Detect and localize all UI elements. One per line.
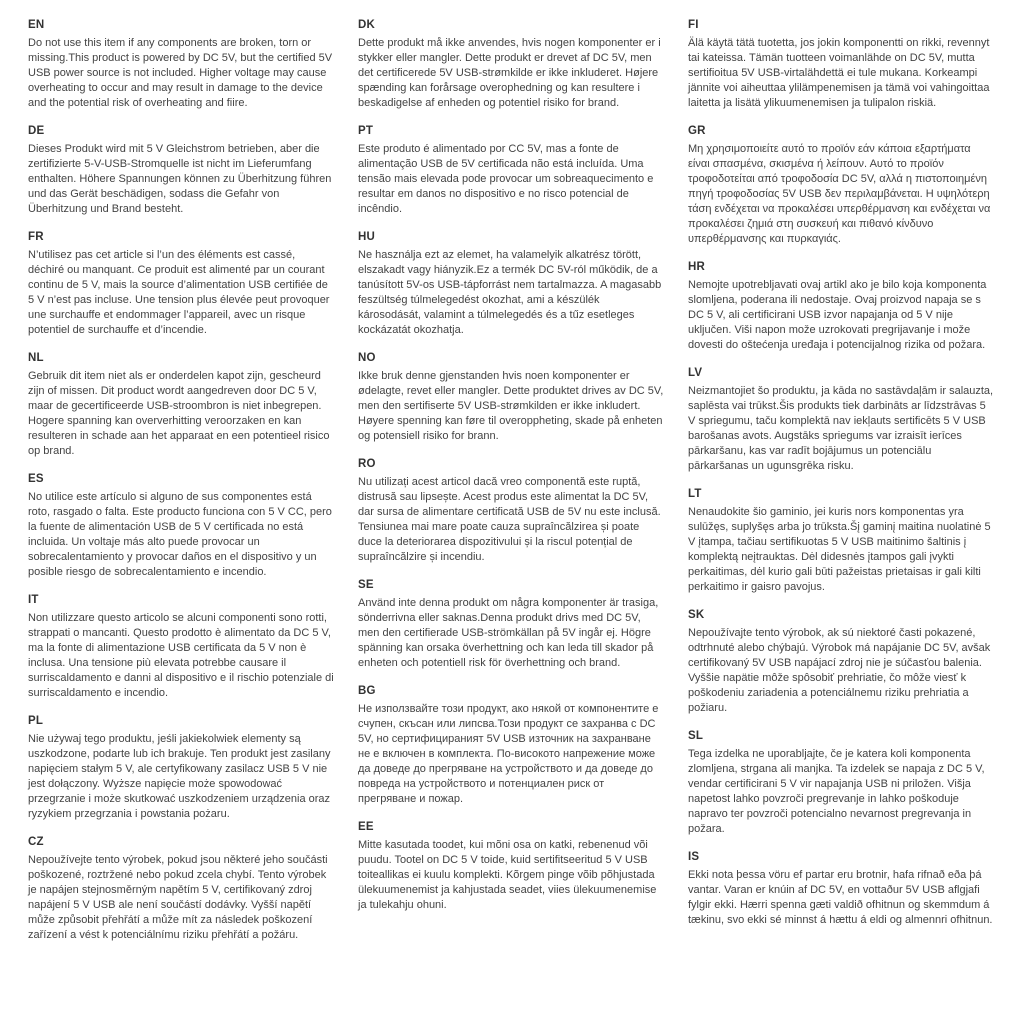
column-2 — [358, 18, 664, 1014]
warning-text-de: Dieses Produkt wird mit 5 V Gleichstrom betrieben, aber die zertifizierte 5-V-USB-Stromquelle ist nicht im Lieferumfang enthalten. Höhere Spannungen können zu Überhitzung führen und das Gerät beschädigen, sodass die Gefahr von Überhitzung und Brand besteht. — [28, 143, 332, 215]
section-it — [28, 593, 334, 701]
section-es — [28, 472, 334, 580]
warning-text-no: Ikke bruk denne gjenstanden hvis noen komponenter er ødelagte, revet eller mangler. Dette produktet drives av DC 5V, men den sertifiserte 5V USB-strømkilden er ikke inkludert. Høyere spenning kan føre til overoppheting, skade på enheten og potensiell risiko for brann. — [358, 370, 664, 442]
section-sl — [688, 729, 994, 837]
warning-text-fi: Älä käytä tätä tuotetta, jos jokin komponentti on rikki, revennyt tai kateissa. Tämän tuotteen voimanlähde on DC 5V, mutta sertifioitua 5V USB-virtalähdettä ei tule mukana. Korkeampi jännite voi aiheuttaa ylilämpenemisen ja tämä voi vahingoittaa laitetta ja lisätä ylikuumenemisen ja tulipalon riskiä. — [688, 37, 990, 109]
language-code-lt: LT — [688, 488, 702, 500]
column-3 — [688, 18, 994, 1014]
warning-text-is: Ekki nota þessa vöru ef partar eru brotnir, hafa rifnað eða þá vantar. Varan er knúin af DC 5V, en vottaður 5V USB aflgjafi fylgir ekki. Hærri spenna gæti valdið ofhitnun og skemmdum á tækinu, svo ekki sé minnst á hættu á eldi og almennri ofhitnun. — [688, 869, 993, 926]
warning-text-dk: Dette produkt må ikke anvendes, hvis nogen komponenter er i stykker eller mangler. Dette produkt er drevet af DC 5V, men det certificerede 5V USB-strømkilde er ikke inkluderet. Højere spænding kan forårsage overophedning og kan resultere i beskadigelse af enheden og potentiel risiko for brand. — [358, 37, 661, 109]
section-lv — [688, 366, 994, 474]
language-code-gr: GR — [688, 125, 706, 137]
warning-text-ro: Nu utilizați acest articol dacă vreo componentă este ruptă, distrusă sau lipsește. Acest produs este alimentat la DC 5V, dar sursa de alimentare certificată USB de 5V nu este inclusă. Tensiunea mai mare poate cauza supraîncălzirea și poate duce la deteriorarea dispozitivului și la riscul potențial de supraîncălzire și incendiu. — [358, 476, 661, 563]
warning-text-bg: Не използвайте този продукт, ако някой от компонентите е счупен, скъсан или липсва.Този продукт се захранва с DC 5V, но сертифицираният 5V USB източник на захранване не е включен в комплекта. По-високото напрежение може да доведе до прегряване на устройството и да доведе до повреда на устройството и потенциален риск от прегряване и пожар. — [358, 703, 659, 805]
section-sk — [688, 608, 994, 716]
section-nl — [28, 351, 334, 459]
section-pt — [358, 124, 664, 217]
section-hu — [358, 230, 664, 338]
section-de — [28, 124, 334, 217]
language-code-de: DE — [28, 125, 45, 137]
warning-text-pl: Nie używaj tego produktu, jeśli jakiekolwiek elementy są uszkodzone, podarte lub ich brakuje. Ten produkt jest zasilany napięciem stałym 5 V, ale certyfikowany zasilacz USB 5 V nie jest dołączony. Wyższe napięcie może spowodować przegrzanie i może skutkować uszkodzeniem urządzenia oraz ryzykiem przegrzania i powstania pożaru. — [28, 733, 331, 820]
warning-text-ee: Mitte kasutada toodet, kui mõni osa on katki, rebenenud või puudu. Tootel on DC 5 V toide, kuid sertifitseeritud 5 V USB toiteallikas ei kuulu komplekti. Kõrgem pinge võib põhjustada ülekuumenemist ja kahjustada seadet, viies ülekuumenemise ja tulekahju ohuni. — [358, 839, 657, 911]
warning-text-se: Använd inte denna produkt om några komponenter är trasiga, sönderrivna eller saknas.Denna produkt drivs med DC 5V, men den certifierade USB-strömkällan på 5V ingår ej. Högre spänning kan orsaka överhettning och kan leda till skador på enheten och potentiell risk för överhettning och brand. — [358, 597, 659, 669]
warning-text-cz: Nepoužívejte tento výrobek, pokud jsou některé jeho součásti poškozené, roztržené nebo pokud zcela chybí. Tento výrobek je napájen stejnosměrným napětím 5 V, certifikovaný zdroj napájení 5 V USB ale není součástí dodávky. Vyšší napětí může způsobit přehřátí a může mít za následek poškození zařízení a vést k potenciálnímu riziku přehřátí a požáru. — [28, 854, 328, 941]
language-code-lv: LV — [688, 367, 703, 379]
section-bg — [358, 684, 664, 807]
language-code-bg: BG — [358, 685, 376, 697]
section-hr — [688, 260, 994, 353]
section-lt — [688, 487, 994, 595]
section-pl — [28, 714, 334, 822]
language-code-is: IS — [688, 851, 700, 863]
language-code-no: NO — [358, 352, 376, 364]
section-fr — [28, 230, 334, 338]
warning-text-lv: Neizmantojiet šo produktu, ja kāda no sastāvdaļām ir salauzta, saplēsta vai trūkst.Šis produkts tiek darbināts ar līdzstrāvas 5 V spriegumu, taču komplektā nav iekļauts sertificēts 5 V USB barošanas avots. Augstāks spriegums var izraisīt ierīces pārkaršanu, kas var radīt bojājumus un potenciālu pārkaršanas un ugunsgrēka risku. — [688, 385, 994, 472]
warning-text-nl: Gebruik dit item niet als er onderdelen kapot zijn, gescheurd zijn of missen. Dit product wordt aangedreven door DC 5 V, maar de gecertificeerde USB-stroombron is niet inbegrepen. Hogere spanning kan oververhitting veroorzaken en kan resulteren in schade aan het apparaat en een potentieel risico op brand. — [28, 370, 330, 457]
language-code-pt: PT — [358, 125, 374, 137]
language-code-cz: CZ — [28, 836, 44, 848]
language-code-ee: EE — [358, 821, 374, 833]
section-dk — [358, 18, 664, 111]
section-se — [358, 578, 664, 671]
language-code-es: ES — [28, 473, 44, 485]
section-gr — [688, 124, 994, 247]
section-cz — [28, 835, 334, 943]
section-no — [358, 351, 664, 444]
language-code-pl: PL — [28, 715, 44, 727]
section-fi — [688, 18, 994, 111]
language-code-sl: SL — [688, 730, 704, 742]
language-code-ro: RO — [358, 458, 376, 470]
warning-text-it: Non utilizzare questo articolo se alcuni componenti sono rotti, strappati o mancanti. Questo prodotto è alimentato da DC 5 V, ma la fonte di alimentazione USB certificata da 5 V non è inclusa. Una tensione più elevata potrebbe causare il surriscaldamento e danni al dispositivo e il rischio potenziale di surriscaldamento e incendio. — [28, 612, 334, 699]
warning-text-sk: Nepoužívajte tento výrobok, ak sú niektoré časti pokazené, odtrhnuté alebo chýbajú. Výrobok má napájanie DC 5V, avšak certifikovaný 5V USB napájací zdroj nie je súčasťou balenia. Vyššie napätie môže spôsobiť prehriatie, čo môže viesť k poškodeniu zariadenia a potenciálnemu riziku prehriatia a požiaru. — [688, 627, 991, 714]
language-code-se: SE — [358, 579, 374, 591]
warning-text-sl: Tega izdelka ne uporabljajte, če je katera koli komponenta zlomljena, strgana ali manjka. Ta izdelek se napaja z DC 5 V, vendar certificirani 5 V vir napajanja USB ni priložen. Višja napetost lahko povzroči pregrevanje in lahko poškoduje napravo ter povzroči potencialno nevarnost pregrevanja in požara. — [688, 748, 985, 835]
section-is — [688, 850, 994, 928]
column-1 — [28, 18, 334, 1014]
section-ee — [358, 820, 664, 913]
warning-text-es: No utilice este artículo si alguno de sus componentes está roto, rasgado o falta. Este producto funciona con 5 V CC, pero la fuente de alimentación USB de 5 V certificada no está incluida. Un voltaje más alto puede provocar un sobrecalentamiento y provocar daños en el dispositivo y un posible riesgo de sobrecalentamiento e incendio. — [28, 491, 332, 578]
language-code-dk: DK — [358, 19, 376, 31]
language-code-en: EN — [28, 19, 45, 31]
language-code-it: IT — [28, 594, 39, 606]
language-code-nl: NL — [28, 352, 44, 364]
warning-text-fr: N’utilisez pas cet article si l’un des éléments est cassé, déchiré ou manquant. Ce produit est alimenté par un courant continu de 5 V, mais la source d’alimentation USB certifiée de 5 V n’est pas incluse. Une tension plus élevée peut provoquer une surchauffe et endommager l’appareil, avec un risque potentiel de surchauffe et d’incendie. — [28, 249, 330, 336]
warning-text-en: Do not use this item if any components are broken, torn or missing.This product is powered by DC 5V, but the certified 5V USB power source is not included. Higher voltage may cause overheating to occur and may result in damage to the device and the potential risk of overheating and fiire. — [28, 37, 333, 109]
language-code-sk: SK — [688, 609, 705, 621]
language-code-fr: FR — [28, 231, 44, 243]
language-code-hr: HR — [688, 261, 706, 273]
warning-text-lt: Nenaudokite šio gaminio, jei kuris nors komponentas yra sulūžęs, suplyšęs arba jo trūksta.Šį gaminį maitina nuolatinė 5 V įtampa, tačiau sertifikuotas 5 V USB maitinimo šaltinis į komplektą neįtrauktas. Dėl didesnės įtampos gali įvykti perkaitimas, dėl kurio gali būti pažeistas prietaisas ir gali kilti perkaitimo ir gaisro pavojus. — [688, 506, 991, 593]
section-ro — [358, 457, 664, 565]
language-code-fi: FI — [688, 19, 699, 31]
section-en — [28, 18, 334, 111]
warning-text-hr: Nemojte upotrebljavati ovaj artikl ako je bilo koja komponenta slomljena, poderana ili nedostaje. Ovaj proizvod napaja se s DC 5 V, ali certificirani USB izvor napajanja od 5 V nije uključen. Viši napon može uzrokovati pregrijavanje i može dovesti do oštećenja uređaja i potencijalnog rizika od požara. — [688, 279, 987, 351]
warning-text-pt: Este produto é alimentado por CC 5V, mas a fonte de alimentação USB de 5V certificada não está incluída. Uma tensão mais elevada pode provocar um sobreaquecimento e resultar em danos no dispositivo e no risco potencial de incêndio. — [358, 143, 654, 215]
warning-text-hu: Ne használja ezt az elemet, ha valamelyik alkatrész törött, elszakadt vagy hiányzik.Ez a termék DC 5V-ról működik, de a tanúsított 5V-os USB-tápforrást nem tartalmazza. A magasabb feszültség túlmelegedést okozhat, ami a készülék károsodását, valamint a túlmelegedés és a tűz esetleges kockázatát okozhatja. — [358, 249, 662, 336]
warning-text-gr: Μη χρησιμοποιείτε αυτό το προϊόν εάν κάποια εξαρτήματα είναι σπασμένα, σκισμένα ή λείπουν. Αυτό το προϊόν τροφοδοτείται από τροφοδοσία DC 5V, αλλά η πιστοποιημένη πηγή τροφοδοσίας 5V USB δεν περιλαμβάνεται. Η υψηλότερη τάση ενδέχεται να προκαλέσει υπερθέρμανση και ενδέχεται να προκαλέσει ζημιά στη συσκευή και πιθανό κίνδυνο υπερθέρμανσης και πυρκαγιάς. — [688, 143, 991, 245]
language-code-hu: HU — [358, 231, 376, 243]
